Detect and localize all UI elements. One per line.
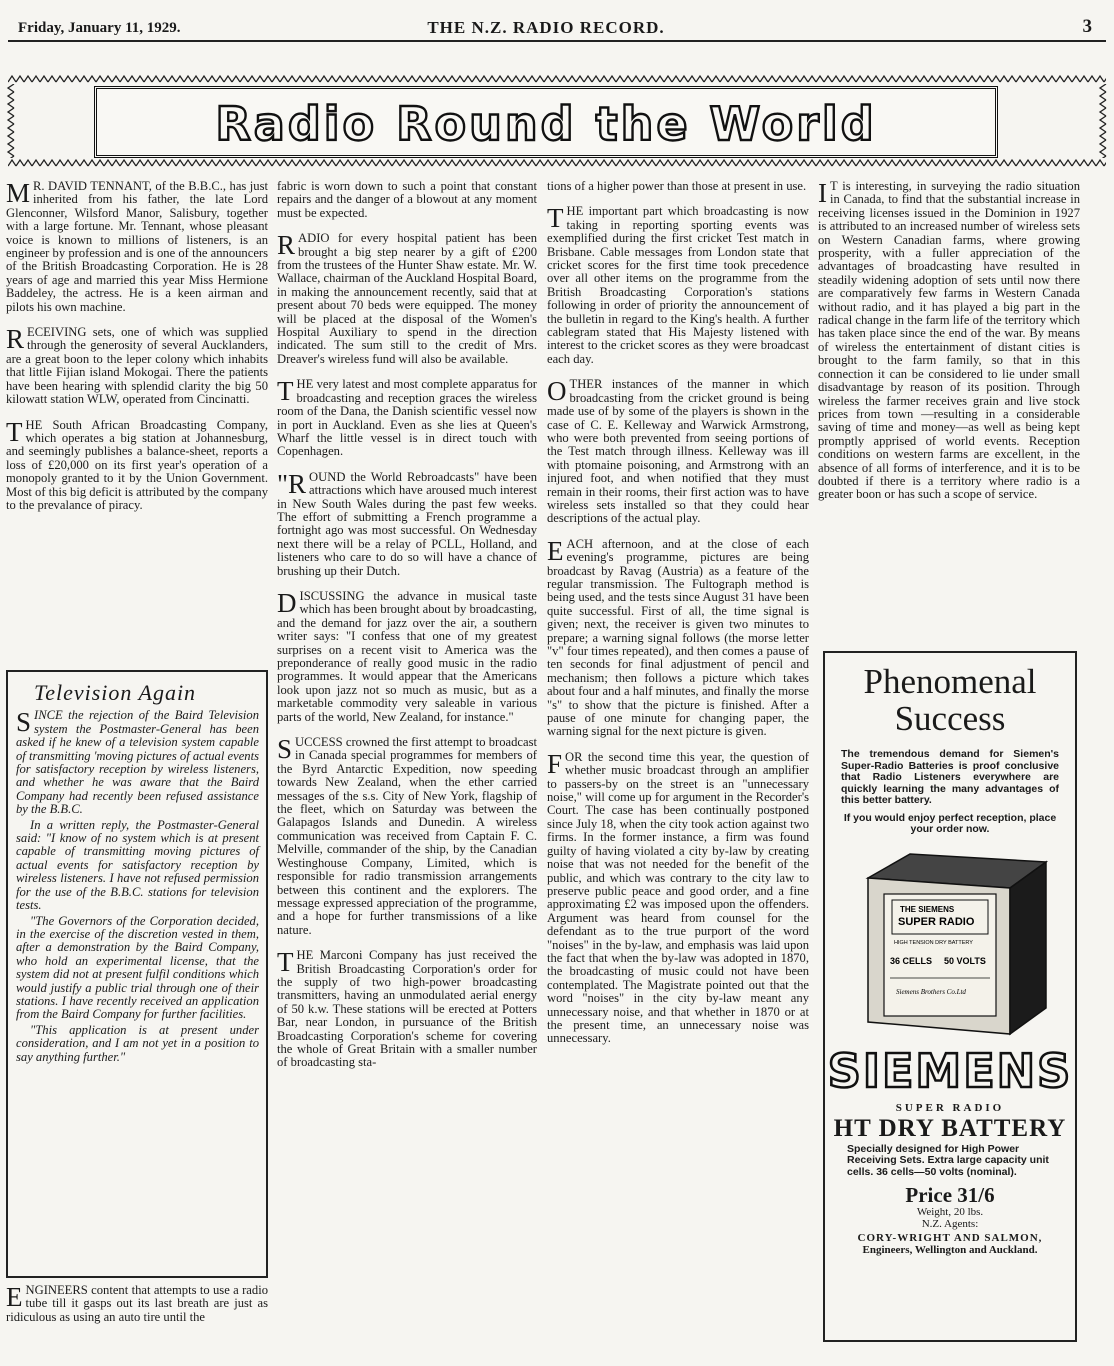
article-text: ACH afternoon, and at the close of each evening's programme, pictures are being broadcast by Ravag (Austria) as a feature of the regular transmission. The Fultograph method is being used, and the tests since August 31 have been quite successful. First of all, the time signal is given; next, the receiver is given two minutes to prepare; a warning signal follows (the morse letter "v" four times repeated), and then comes a pause of ten seconds for final adjustment of pencil and mechanism; then follows a picture which takes about four and a half minutes, and finally the morse "s" to show that the picture is finished. After a pause of one minute for changing paper, the warning signal for the next picture is given. [547,536,809,739]
zigzag-border-left [6,84,16,158]
television-para: In a written reply, the Postmaster-General said: "I know of no system which is at present capable of transmitting moving pictures of actual events for satisfactory reception by wireless listeners. I have not refused permission for the use of the B.B.C. stations for television tests. [16,817,259,913]
battery-cells-label: 36 CELLS [890,955,933,966]
article-text: ADIO for every hospital patient has been brought a big step nearer by a gift of £200 from the trustees of the Hunter Shaw estate. Mr. W. Wallace, chairman of the Auckland Hospital Board, in making the announcement recently, said that at present about 70 beds were equipped. The money will be placed at the disposal of the Women's Hospital Auxiliary to spend in the direction indicated. The sum still to the credit of Mrs. Dreaver's wireless fund will also be available. [277,231,537,366]
article-hospital-radio [277,232,537,366]
siemens-advert [823,651,1077,1342]
battery-illustration-icon [850,848,1050,1038]
article-leper-colony [6,326,268,406]
drop-cap: S [277,734,293,765]
zigzag-border-right [1098,84,1108,158]
battery-product-label: SUPER RADIO [898,915,975,928]
battery-maker-label: Siemens Brothers Co.Ltd [896,987,966,996]
television-para: "This application is at present under consideration, and I am not yet in a position to say anything further." [16,1022,259,1064]
article-text: OR the second time this year, the question of whether music broadcast through an amplifier to passers-by on the street is an "unnecessary noise," will come up for argument in the Recorder's Court. The case has been continually postponed since July 18, when the city took action against two firms. In the former instance, a firm was found guilty of having violated a city by-law by creating noise that was not needed for the benefit of the public, and which was contrary to the city law to preserve public peace and good order, and a fine approximating £2 was imposed upon the offenders. Argument was heard from counsel for the defendant as to the true purport of the word "noises" in the by-law, and emphasis was laid upon the fact that when the by-law was adopted in 1870, the broadcasting of music could not have been contemplated. The Magistrate pointed out that the word "noises" in the city by-law meant any unnecessary noise, and that whether in 1870 or at the present time, an unnecessary noise was unnecessary. [547,749,809,1046]
television-para [16,709,259,816]
television-para: "The Governors of the Corporation decided, in the exercise of the discretion vested in them, after a demonstration by the Baird Company, who hold an experimental license, that the system did not at present fulfil conditions which would justify a public trial through one of their stations. I have recently received an application from the Baird Company for further facilities. [16,913,259,1022]
television-heading: Television Again [34,680,197,705]
article-tennant [6,180,268,314]
article-marconi [277,949,537,1070]
advert-headline: Success [894,699,1006,738]
drop-cap: M [6,178,31,208]
battery-sub-label: HIGH TENSION DRY BATTERY [894,939,973,946]
article-text: UCCESS crowned the first attempt to broadcast in Canada special programmes for members of the Byrd Antarctic Expedition, now speeding towards New Zealand, when the ether carried messages of the s.s. City of New York, flagship of the fleet, which on Saturday was between the Galapagos Islands and Dunedin. A wireless communication was received from Captain F. C. Melville, commander of the ship, by the Canadian Westinghouse Company, Limited, which is responsible for radio transmission arrangements between this continent and the explorers. The message expressed appreciation of the programme, and a hope for further transmissions of a like nature. [277,735,537,937]
television-box [6,670,268,1278]
article-text: T is interesting, in surveying the radio situation in Canada, to find that the substantial increase in receiving licenses issued in the Dominion in 1927 is attributed to an increased number of wireless sets on Western Canadian farms, where growing prosperity, with a fuller appreciation of the advantages of broadcasting have resulted in steadily widening adoption of sets until now there are comparatively few farms in Western Canada without radio, and it has played a big part in the radical change in the farm life of the territory which has taken place since the end of the war. By means of wireless the entertainment of distant cities is brought to the farm family, so that in this connection it can be considered to lie under small disadvantage by reason of its position. Through wireless the farmer receives grain and live stock prices from town —resulting in a considerable saving of time and money—as well as being kept promptly apprised of world events. Reception conditions on western farms are excellent, in the absence of all forms of interference, and it is to be doubted if there is a territory where radio is a greater boon or has such a scope of service. [818,179,1080,502]
zigzag-border-bottom [8,158,1106,168]
battery-brand-label: THE SIEMENS [900,904,955,914]
drop-cap: F [547,748,563,779]
drop-cap: D [277,587,297,618]
advert-blurb: The tremendous demand for Siemen's Super-Radio Batteries is proof conclusive that Radio Listeners everywhere are quickly learning the many advantages of this better battery. [841,748,1059,806]
column-3 [547,180,809,1058]
article-kelleway-armstrong [547,378,809,525]
advert-product-name: HT DRY BATTERY [833,1114,1067,1142]
zigzag-border-top [8,74,1106,84]
article-fultograph [547,535,809,739]
article-byrd-expedition [277,736,537,937]
advert-price: Price 31/6 [905,1183,995,1207]
advert-specification: Specially designed for High Power Receiving Sets. Extra large capacity unit cells. 36 cells—50 volts (nominal). [847,1142,1049,1178]
article-text: HE important part which broadcasting is now taking in reporting sporting events was exemplified during the first cricket Test match in Brisbane. Cable messages from London state that cricket scores for the first time took precedence over all other items on the programme from the British Broadcasting Corporation's stations following in order of priority the announcement of the bulletin in regard to the King's health. A further cablegram stated that His Majesty listened with interest to the cricket scores as they were broadcast each day. [547,204,809,366]
advert-super-radio: SUPER RADIO [895,1101,1005,1114]
advert-call-to-action: If you would enjoy perfect reception, place your order now. [843,811,1057,835]
drop-cap: I [818,178,827,208]
article-text: INCE the rejection of the Baird Television system the Postmaster-General has been asked if he knew of a television system capable of transmitting 'moving pictures of actual events for satisfactory reception by wireless listeners, and whether he was aware that the Baird Company had recently been refused assistance by the B.B.C. [16,708,259,817]
advert-headline: Phenomenal [863,662,1037,701]
drop-cap: S [16,707,32,738]
masthead: THE N.Z. RADIO RECORD. [427,18,665,37]
article-continued: tions of a higher power than those at present in use. [547,179,807,193]
article-text: HE South African Broadcasting Company, which operates a big station at Johannesburg, and seemingly publishes a balance-sheet, reports a loss of £20,000 on its first year's operation of a monopoly granted to it by the Union Government. Most of this big deficit is attributed by the company to the prevalance of piracy. [6,417,268,512]
article-continued: fabric is worn down to such a point that constant repairs and the danger of a blowout at any moment must be expected. [277,179,537,220]
article-engineers [6,1284,268,1324]
article-text: HE very latest and most complete apparatus for broadcasting and reception graces the wireless room of the Dana, the Danish scientific vessel now in port in Auckland. Even as she lies at Queen's Wharf the little vessel is in direct touch with Copenhagen. [277,377,537,459]
article-text: ISCUSSING the advance in musical taste which has been brought about by broadcasting, and the demand for jazz over the air, a southern writer says: "I confess that one of my greatest surprises on a recent visit to America was the preponderance of really good music in the radio programmes. It would appear that the Americans look upon jazz not so much as music, but as a marketable commodity very saleable in various parts of the world, New Zealand, for instance." [277,588,537,724]
column-2 [277,180,537,1082]
article-text: THER instances of the manner in which broadcasting from the cricket ground is being made use of by some of the players is shown in the case of C. E. Kelleway and Warwick Armstrong, who were both prevented from seeing portions of the Test match through illness. Kelleway was ill with ptomaine poisoning, and Armstrong with an injured foot, and when notified that they must remain in their rooms, their first action was to have wireless sets installed so that they could hear descriptions of the actual play. [547,377,809,526]
battery-volts-label: 50 VOLTS [944,955,986,966]
column-1 [6,180,268,524]
issue-date: Friday, January 11, 1929. [18,20,181,36]
article-text: HE Marconi Company has just received the British Broadcasting Corporation's order for the supply of two high-power broadcasting transmitters, having an unmodulated aerial energy of 50 k.w. These stations will be erected at Potters Bar, near London, in pursuance of the British Broadcasting Corporation's scheme for covering the whole of Great Britain with a smaller number of broadcasting sta- [277,948,537,1070]
header-rule [8,40,1106,42]
article-text: ECEIVING sets, one of which was supplied through the generosity of several Aucklanders, are a great boon to the leper colony which inhabits that little Fijian island Mokogai. There the patients have been hearing with splendid clarity the big 50 kilowatt station WLW, operated from Cincinatti. [6,325,268,407]
page-number: 3 [1082,16,1092,37]
drop-cap: "R [277,468,307,499]
drop-cap: R [6,324,25,355]
advert-agents-label: N.Z. Agents: [921,1218,979,1230]
article-text: R. DAVID TENNANT, of the B.B.C., has just inherited from his father, the late Lord Glenconner, Wilsford Manor, Salisbury, together with a large fortune. Mr. Tennant, whose pleasant voice is known to millions of listeners, is an engineer by profession and is one of the announcers of the British Broadcasting Corporation. He is 28 years of age and married this year Miss Hermione Baddeley, the actress. He is a keen airman and pilots his own machine. [6,179,268,314]
page-header [18,16,1092,38]
drop-cap: T [277,376,294,407]
article-text: NGINEERS content that attempts to use a radio tube till it gasps out its last breath are just as ridiculous as using an auto tire until the [6,1283,268,1324]
drop-cap: O [547,376,567,407]
drop-cap: T [6,416,23,447]
article-text: OUND the World Rebroadcasts" have been attractions which have aroused much interest in New South Wales during the past few weeks. The effort of submitting a French programme a fortnight ago was most successful. On Wednesday next there will be a relay of PCLL, Holland, and listeners who care to do so will have a chance of brushing up their Dutch. [277,469,537,578]
advert-weight: Weight, 20 lbs. [916,1206,984,1218]
article-jazz [277,587,537,724]
drop-cap: E [547,535,564,566]
banner-box [94,86,998,158]
column-4 [818,180,1080,514]
section-banner-title: Radio Round the World [215,97,877,151]
article-rebroadcasts [277,468,537,578]
drop-cap: E [6,1282,23,1312]
article-cricket-test [547,205,809,366]
article-canada-farms [818,180,1080,502]
drop-cap: T [547,203,564,234]
drop-cap: T [277,947,294,978]
article-dana-vessel [277,378,537,458]
advert-agent-location: Engineers, Wellington and Auckland. [862,1244,1038,1256]
article-unnecessary-noise [547,748,809,1046]
advert-agent-name: CORY-WRIGHT AND SALMON, [857,1232,1043,1244]
siemens-logo: SIEMENS [827,1043,1073,1098]
article-south-african [6,416,268,513]
drop-cap: R [277,230,296,261]
